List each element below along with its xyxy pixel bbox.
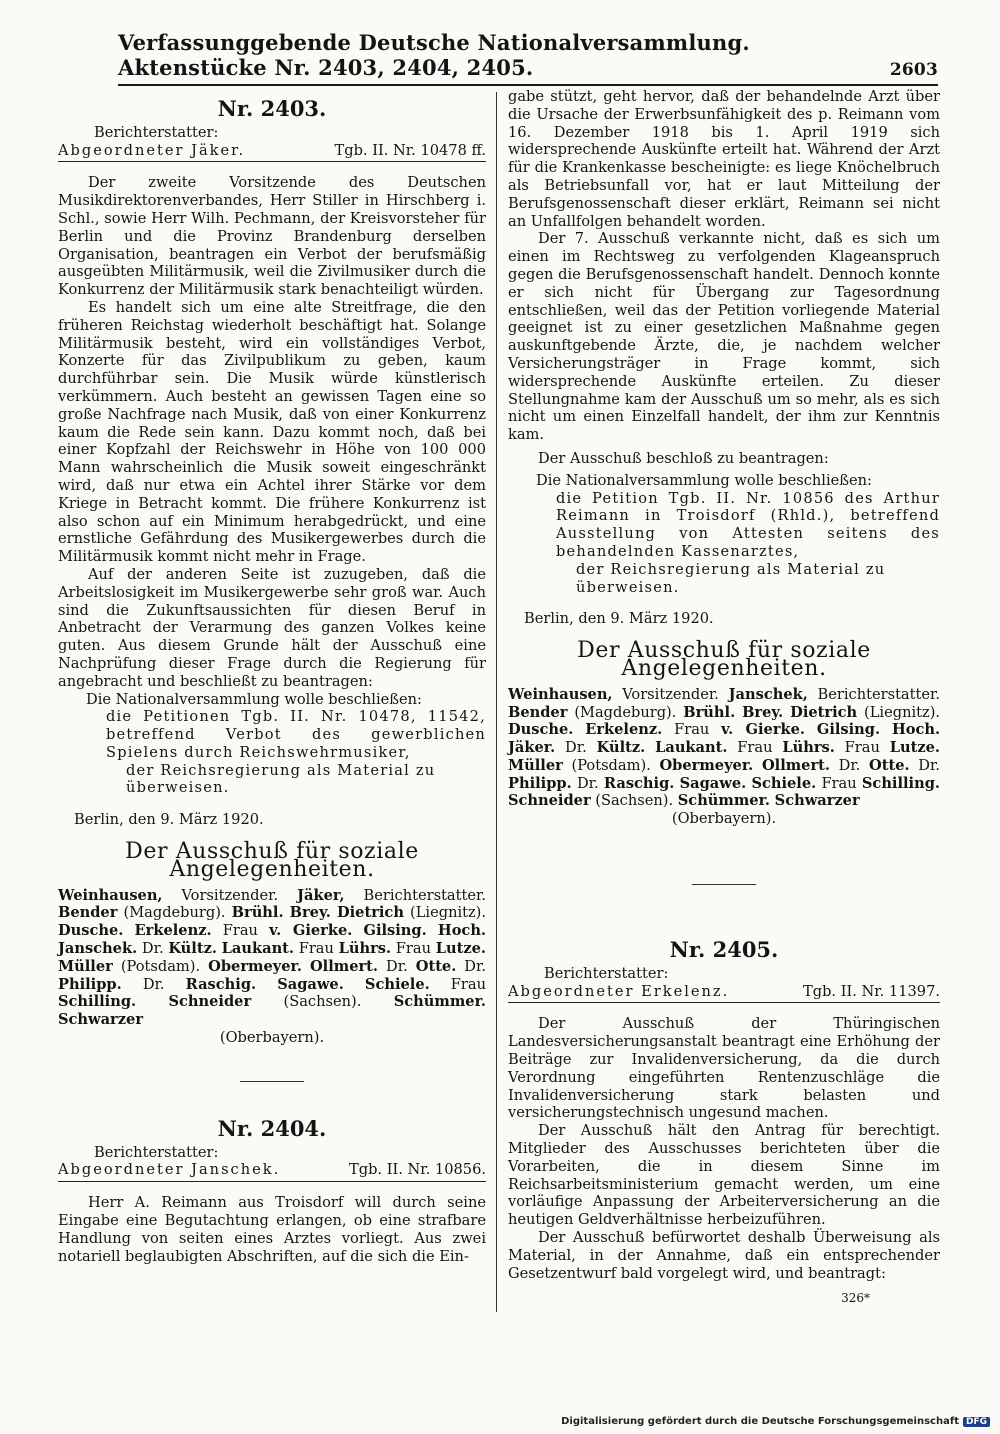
member-name: Dietrich	[790, 703, 858, 721]
member-role: (Potsdam).	[112, 957, 209, 975]
doc-2405-paragraph-2: Der Ausschuß hält den Antrag für berechtigt. Mitglieder des Ausschusses berichteten über die Vorarbeiten, die in diesem Sinne im Reichsarbeitsministerium gemacht werden, um eine vorläufige Anpassung der Arbeiterversicherung an die heutigen Geldverhältnisse herbeizuführen.	[508, 1122, 940, 1229]
member-name: Laukant.	[221, 940, 294, 958]
doc-2404-motion-outcome: der Reichsregierung als Material zu überweisen.	[576, 560, 886, 596]
signature-mark: 326*	[841, 1291, 870, 1306]
member-name: Raschig.	[603, 774, 675, 792]
member-name: v. Gierke.	[721, 721, 805, 739]
member-name: Müller	[58, 957, 113, 975]
member-role: Frau	[834, 739, 890, 757]
member-role: Berichterstatter.	[807, 685, 941, 703]
member-name: Janschek.	[58, 940, 138, 958]
member-role	[123, 922, 134, 939]
member-role: Frau	[662, 721, 722, 739]
member-name: Ollmert.	[761, 756, 830, 774]
member-name: Gilsing.	[363, 922, 427, 940]
doc-2403-paragraph-2: Es handelt sich um eine alte Streitfrage, die den früheren Reichstag wiederholt beschäftigt hat. Solange Militärmusik besteht, wird ein vollständiges Verbot, Konzerte für das Zivilpublikum zu geben, kaum durchführbar sein. Die Musik würde künstlerisch verkümmern. Auch besteht an gewissen Tagen eine so große Nachfrage nach Musik, daß von einer Konkurrenz kaum die Rede sein kann. Dazu kommt noch, daß bei einer Kopfzahl der Reichswehr in Höhe von 100 000 Mann wahrscheinlich die Musik soweit eingeschränkt wird, daß nur etwa ein Achtel ihrer Stärke vor dem Kriege in Betracht kommt. Die frühere Konkurrenz ist also schon auf ein Minimum herabgedrückt, und eine ernstliche Gefährdung des Musikergewerbes durch die Militärmusik kommt nicht mehr in Frage.	[58, 298, 486, 566]
member-name: Ollmert.	[309, 957, 378, 975]
doc-2404-reporter-line	[58, 1161, 486, 1182]
member-name: Schilling.	[861, 774, 940, 792]
right-column	[508, 88, 940, 1308]
doc-2403-reporter-name: Abgeordneter Jäker.	[58, 141, 246, 159]
page-number: 2603	[889, 60, 938, 80]
doc-2404-motion-intro: Die Nationalversammlung wolle beschließen:	[536, 471, 872, 489]
left-column	[58, 88, 486, 1265]
column-divider	[496, 92, 497, 1312]
member-name: Obermeyer.	[659, 756, 754, 774]
page-header	[118, 30, 938, 86]
member-name: Brey.	[289, 904, 331, 922]
member-name: Bender	[508, 703, 568, 721]
doc-2404-motion-items: die Petition Tgb. II. Nr. 10856 des Arthur Reimann in Troisdorf (Rhld.), betreffend Ausstellung von Attesten seitens des behandelnden Kassenarztes,	[556, 489, 940, 560]
member-name: Lutze.	[889, 739, 940, 757]
member-name: Schneider	[168, 993, 252, 1011]
member-role	[573, 721, 585, 738]
member-name: Erkelenz.	[134, 922, 212, 940]
member-role: Frau	[727, 739, 783, 757]
member-name: Lutze.	[435, 940, 486, 958]
doc-2404-tgb: Tgb. II. Nr. 10856.	[349, 1161, 486, 1179]
member-role	[344, 976, 365, 993]
member-role	[805, 721, 817, 738]
member-name: Sagawe.	[679, 774, 747, 792]
member-role	[302, 958, 310, 975]
member-role: Berichterstatter.	[344, 886, 487, 904]
doc-2403-reporter-label: Berichterstatter:	[94, 123, 219, 141]
header-title: Verfassunggebende Deutsche Nationalversammlung. Aktenstücke Nr. 2403, 2404, 2405.	[118, 30, 750, 80]
member-name: Weinhausen,	[58, 886, 163, 904]
member-role: Dr.	[121, 975, 186, 993]
doc-2404-reporter-label: Berichterstatter:	[94, 1143, 219, 1161]
doc-2404-paragraph-1-start: Herr A. Reimann aus Troisdorf will durch seine Eingabe eine Begutachtung erlangen, ob eine strafbare Handlung von seiten eines Arztes vorliegt. Aus zwei notariell beglaubigten Abschriften, auf die sich die Ein-	[58, 1194, 486, 1265]
doc-2403-motion	[58, 691, 486, 798]
doc-2404-paragraph-2: Der 7. Ausschuß verkannte nicht, daß es sich um einen im Rechtsweg zu verfolgenden Klageanspruch gegen die Berufsgenossenschaft handelt. Dennoch konnte er sich nicht für Übergang zur Tagesordnung entschließen, weil das der Petition vorliegende Material geeignet ist zu einer gesetzlichen Maßnahme gegen auskunftgebende Ärzte, die, je nachdem welcher Versicherungsträger in Frage kommt, sich widersprechende Auskünfte erteilen. Zu dieser Stellungnahme kam der Ausschuß um so mehr, als es sich nicht um einen Einzelfall handelt, der ihm zur Kenntnis kam.	[508, 230, 940, 444]
page-footer	[561, 1416, 990, 1427]
member-role: Dr.	[909, 756, 940, 774]
doc-2403-motion-intro: Die Nationalversammlung wolle beschließen:	[86, 690, 422, 708]
member-name: Hoch.	[891, 721, 941, 739]
member-name: Lührs.	[782, 739, 835, 757]
member-role: Dr.	[571, 774, 604, 792]
member-name: Schümmer.	[677, 792, 771, 810]
member-name: Philipp.	[508, 774, 572, 792]
section-separator	[692, 884, 756, 885]
doc-2403-committee: Der Ausschuß für soziale Angelegenheiten.	[125, 839, 419, 882]
doc-2403-number: Nr. 2403.	[217, 96, 327, 121]
member-name: Schiele.	[364, 975, 430, 993]
dfg-logo: DFG	[963, 1417, 990, 1427]
doc-2403-members-last: (Oberbayern).	[219, 1029, 325, 1047]
member-name: Sagawe.	[277, 975, 344, 993]
member-role: Dr.	[456, 957, 487, 975]
member-name: Kültz.	[168, 940, 217, 958]
member-role	[880, 721, 892, 738]
member-role: (Magdeburg).	[117, 904, 232, 922]
member-name: Erkelenz.	[585, 721, 663, 739]
footer-text: Digitalisierung gefördert durch die Deutsche Forschungsgemeinschaft	[561, 1416, 959, 1427]
member-name: Laukant.	[655, 739, 728, 757]
member-name: Schneider	[508, 792, 591, 810]
member-name: Brühl.	[231, 904, 284, 922]
member-role: (Liegnitz).	[857, 703, 941, 721]
member-name: Brühl.	[683, 703, 736, 721]
member-role: Dr.	[555, 739, 597, 757]
doc-2404-paragraph-3: Der Ausschuß beschloß zu beantragen:	[538, 449, 829, 467]
member-role: Vorsitzender.	[162, 886, 298, 904]
doc-2404-motion	[508, 472, 940, 597]
member-role: (Potsdam).	[562, 756, 660, 774]
member-name: Dusche.	[58, 922, 124, 940]
member-role: Vorsitzender.	[612, 685, 729, 703]
doc-2404-committee: Der Ausschuß für soziale Angelegenheiten.	[577, 638, 871, 681]
member-name: Raschig.	[185, 975, 257, 993]
member-name: Schiele.	[751, 774, 817, 792]
member-name: Gilsing.	[816, 721, 881, 739]
doc-2403-date: Berlin, den 9. März 1920.	[74, 811, 264, 829]
member-name: Otte.	[869, 756, 910, 774]
member-role	[352, 922, 363, 939]
member-role: Frau	[429, 975, 487, 993]
member-name: Otte.	[415, 957, 457, 975]
member-role: Frau	[294, 940, 339, 958]
member-name: Schümmer.	[393, 993, 486, 1011]
doc-2404-reporter-name: Abgeordneter Janschek.	[58, 1161, 281, 1179]
member-name: Jäker,	[297, 886, 345, 904]
member-name: Weinhausen,	[508, 685, 613, 703]
member-name: Obermeyer.	[208, 957, 302, 975]
member-role: Dr.	[829, 756, 870, 774]
member-name: Dietrich	[336, 904, 404, 922]
member-name: v. Gierke.	[269, 922, 353, 940]
member-name: Schwarzer	[774, 792, 860, 810]
member-role	[136, 993, 168, 1010]
doc-2404-date: Berlin, den 9. März 1920.	[524, 610, 714, 628]
doc-2405-paragraph-3: Der Ausschuß befürwortet deshalb Überweisung als Material, in der Annahme, daß ein entsprechender Gesetzentwurf bald vorgelegt wird, und beantragt:	[508, 1229, 940, 1282]
member-name: Philipp.	[58, 975, 122, 993]
member-role: (Liegnitz).	[403, 904, 487, 922]
doc-2403-motion-items: die Petitionen Tgb. II. Nr. 10478, 11542, betreffend Verbot des gewerblichen Spielens durch Reichswehrmusiker,	[106, 708, 486, 761]
member-name: Lührs.	[338, 940, 392, 958]
member-role: Frau	[211, 922, 270, 940]
doc-2405-reporter-name: Abgeordneter Erkelenz.	[508, 982, 730, 1000]
member-role: (Sachsen).	[251, 993, 394, 1011]
member-role: (Magdeburg).	[567, 703, 684, 721]
section-separator	[240, 1081, 304, 1082]
member-name: Müller	[508, 756, 563, 774]
member-role: Dr.	[378, 957, 416, 975]
member-name: Schwarzer	[58, 1011, 144, 1029]
member-name: Dusche.	[508, 721, 574, 739]
member-role	[753, 757, 762, 774]
member-role	[645, 739, 655, 756]
doc-2403-reporter-line	[58, 142, 486, 163]
doc-2404-number: Nr. 2404.	[217, 1115, 327, 1141]
member-role: Dr.	[137, 940, 169, 958]
doc-2404-members	[508, 686, 940, 811]
doc-2404-paragraph-1-cont: gabe stützt, geht hervor, daß der behandelnde Arzt über die Ursache der Erwerbsunfähigkeit des p. Reimann vom 16. Dezember 1918 bis 1. April 1919 sich widersprechende Auskünfte erteilt hat. Während der Arzt für die Krankenkasse bescheinigte: es liege Knöchelbruch als Betriebsunfall vor, hat er laut Mitteilung der Berufsgenossenschaft dieser erklärt, Reimann sei nicht an Unfallfolgen behandelt worden.	[508, 88, 940, 230]
doc-2404-members-last: (Oberbayern).	[671, 810, 777, 828]
doc-2403-tgb: Tgb. II. Nr. 10478 ff.	[334, 141, 486, 159]
doc-2405-tgb: Tgb. II. Nr. 11397.	[803, 982, 940, 1000]
doc-2405-reporter-label: Berichterstatter:	[544, 964, 669, 982]
member-role	[256, 976, 277, 993]
member-role: Frau	[816, 774, 862, 792]
member-name: Schilling.	[58, 993, 137, 1011]
member-name: Hoch.	[437, 922, 487, 940]
member-role: (Sachsen).	[590, 792, 678, 810]
doc-2403-paragraph-3: Auf der anderen Seite ist zuzugeben, daß die Arbeitslosigkeit im Musikergewerbe sehr groß war. Auch sind die Zukunftsaussichten für diesen Beruf in Anbetracht der Verarmung des ganzen Volkes keine guten. Aus diesem Grunde hält der Ausschuß eine Nachprüfung dieser Frage durch die Regierung für angebracht und beschließt zu beantragen:	[58, 565, 486, 690]
member-name: Brey.	[742, 703, 784, 721]
doc-2403-members	[58, 887, 486, 1029]
member-name: Bender	[58, 904, 118, 922]
member-role	[427, 922, 438, 939]
doc-2405-number: Nr. 2405.	[669, 937, 779, 963]
member-name: Kültz.	[596, 739, 646, 757]
doc-2403-paragraph-1: Der zweite Vorsitzende des Deutschen Musikdirektorenverbandes, Herr Stiller in Hirschberg i. Schl., sowie Herr Wilh. Pechmann, der Kreisvorsteher für Berlin und die Provinz Brandenburg derselben Organisation, beantragen ein Verbot der berufsmäßig ausgeübten Militärmusik, weil die Zivilmusiker durch die Konkurrenz der Militärmusik stark benachteiligt würden.	[58, 174, 486, 299]
doc-2405-paragraph-1: Der Ausschuß der Thüringischen Landesversicherungsanstalt beantragt eine Erhöhung der Beiträge zur Invalidenversicherung, da die durch Verordnung eingeführten Rentenzuschläge die Invalidenversicherung stark belasten und versicherungstechnisch ungesund machen.	[508, 1015, 940, 1122]
member-name: Janschek,	[728, 685, 808, 703]
doc-2405-reporter-line	[508, 983, 940, 1004]
member-role: Frau	[391, 940, 436, 958]
doc-2403-motion-outcome: der Reichsregierung als Material zu überweisen.	[126, 761, 436, 797]
member-name: Jäker.	[508, 739, 556, 757]
